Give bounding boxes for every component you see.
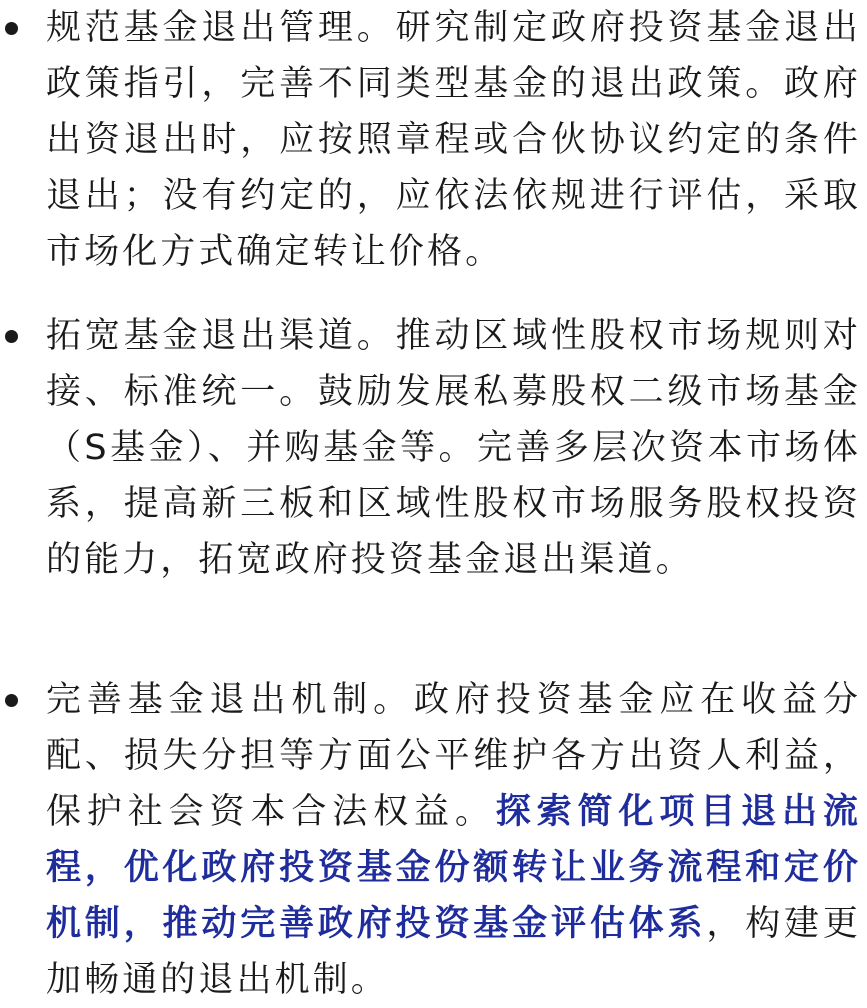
bullet-dot-icon xyxy=(5,330,18,343)
bullet-dot-icon xyxy=(5,694,18,707)
paragraph-text xyxy=(46,672,861,1008)
paragraph-text: 拓宽基金退出渠道。推动区域性股权市场规则对接、标准统一。鼓励发展私募股权二级市场基金（S基金）、并购基金等。完善多层次资本市场体系，提高新三板和区域性股权市场服务股权投资的能力，拓宽政府投资基金退出渠道。 xyxy=(46,316,861,580)
highlighted-text: 探索简化项目退出流程，优化政府投资基金份额转让业务流程和定价机制，推动完善政府投资基金评估体系 xyxy=(46,792,861,944)
paragraph-text-plain: 完善基金退出机制。政府投资基金应在收益分配、损失分担等方面公平维护各方出资人利益，保护社会资本合法权益。 xyxy=(46,680,861,832)
paragraph-text-tail: ，构建更加畅通的退出机制。 xyxy=(46,904,861,1000)
paragraph-text: 规范基金退出管理。研究制定政府投资基金退出政策指引，完善不同类型基金的退出政策。政府出资退出时，应按照章程或合伙协议约定的条件退出；没有约定的，应依法依规进行评估，采取市场化方式确定转让价格。 xyxy=(46,8,861,272)
bullet-dot-icon xyxy=(5,22,18,35)
